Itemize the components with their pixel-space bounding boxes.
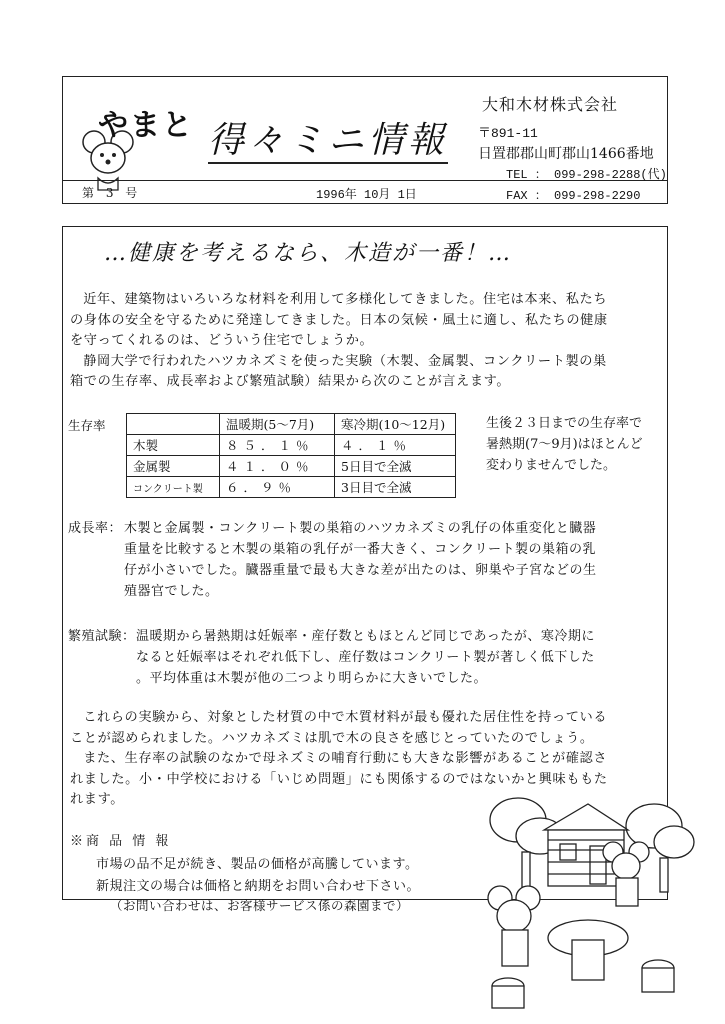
text-line: 仔が小さいでした。臓器重量で最も大きな差が出たのは、卵巣や子宮などの生 [124,563,597,578]
headline: …健康を考えるなら、木造が一番！… [104,241,513,266]
breeding-text [136,626,664,689]
log-house-illustration [478,790,718,1018]
survival-label: 生存率 [68,418,106,433]
tel-number: TEL ： 099-298-2288(代) [506,168,667,182]
text-line: を守ってくれるのは、どういう住宅でしょうか。 [70,333,374,348]
text-line: れました。小・中学校における「いじめ問題」にも関係するのではないかと興味ももた [70,771,608,787]
table-header-cell [127,414,220,435]
product-info-title: ※商 品 情 報 [70,834,172,849]
text-line: なると妊娠率はそれぞれ低下し、産仔数はコンクリート製が著しく低下した [136,650,595,665]
company-name: 大和木材株式会社 [482,95,619,114]
table-cell: 金属製 [127,456,220,477]
contact-note: （お問い合わせは、お客様サービス係の森園まで） [110,898,410,913]
text-line: また、生存率の試験のなかで母ネズミの哺育行動にも大きな影響があることが確認さ [83,751,608,766]
product-info-line: 新規注文の場合は価格と納期をお問い合わせ下さい。 [96,879,421,894]
text-line: 近年、建築物はいろいろな材料を利用して多様化してきました。住宅は本来、私たち [83,292,608,307]
table-row [127,477,456,498]
table-header-row [127,414,456,435]
newsletter-title: 得々ミニ情報 [208,120,448,164]
text-line: の身体の安全を守るために発達してきました。日本の気候・風土に適し、私たちの健康 [70,312,608,328]
issue-date: 1996年 10月 1日 [316,188,417,202]
growth-label: 成長率： [68,521,123,536]
company-address: 日置郡郡山町郡山1466番地 [478,146,654,162]
table-cell: コンクリート製 [127,477,220,498]
text-line: 変わりませんでした。 [486,458,617,473]
table-cell: 3日目で全滅 [335,477,456,498]
text-line: 重量を比較すると木製の巣箱の乳仔が一番大きく、コンクリート製の巣箱の乳 [124,542,596,557]
table-cell: ４１．０％ [220,456,335,477]
text-line: 暑熱期(7〜9月)はほとんど [486,437,643,452]
table-header-cell: 寒冷期(10〜12月) [335,414,456,435]
postal-code: 〒891-11 [478,126,538,141]
text-line: 殖器官でした。 [124,584,219,599]
text-line: 木製と金属製・コンクリート製の巣箱のハツカネズミの乳仔の体重変化と臓器 [124,521,597,536]
text-line: 静岡大学で行われたハツカネズミを使った実験（木製、金属製、コンクリート製の巣 [83,353,607,369]
text-line: 箱での生存率、成長率および繁殖試験）結果から次のことが言えます。 [70,374,511,389]
text-line: れます。 [70,792,125,807]
table-cell: ８５．１％ [220,435,335,456]
text-line: 温暖期から暑熱期は妊娠率・産仔数ともほとんど同じであったが、寒冷期に [136,629,595,644]
product-info-line: 市場の品不足が続き、製品の価格が高騰しています。 [96,857,419,872]
survival-table [126,413,456,498]
text-line: これらの実験から、対象とした材質の中で木質材料が最も優れた居住性を持っている [83,710,608,725]
table-row [127,435,456,456]
issue-number: 第 3 号 [82,186,142,200]
text-line: 。平均体重は木製が他の二つより明らかに大きいでした。 [136,671,488,686]
table-cell: 木製 [127,435,220,456]
breeding-label: 繁殖試験： [68,629,136,644]
table-header-cell: 温暖期(5〜7月) [220,414,335,435]
text-line: 生後２３日までの生存率で [486,416,643,431]
survival-note [486,413,666,476]
intro-paragraph [70,290,664,393]
table-cell: ４．１％ [335,435,456,456]
fax-number: FAX ： 099-298-2290 [506,189,641,203]
table-cell: 5日目で全滅 [335,456,456,477]
table-cell: ６．９％ [220,477,335,498]
brand-name: やまと [98,108,194,143]
text-line: ことが認められました。ハツカネズミは肌で木の良さを感じとっていたのでしょう。 [70,730,594,746]
table-row [127,456,456,477]
growth-text [124,518,664,602]
